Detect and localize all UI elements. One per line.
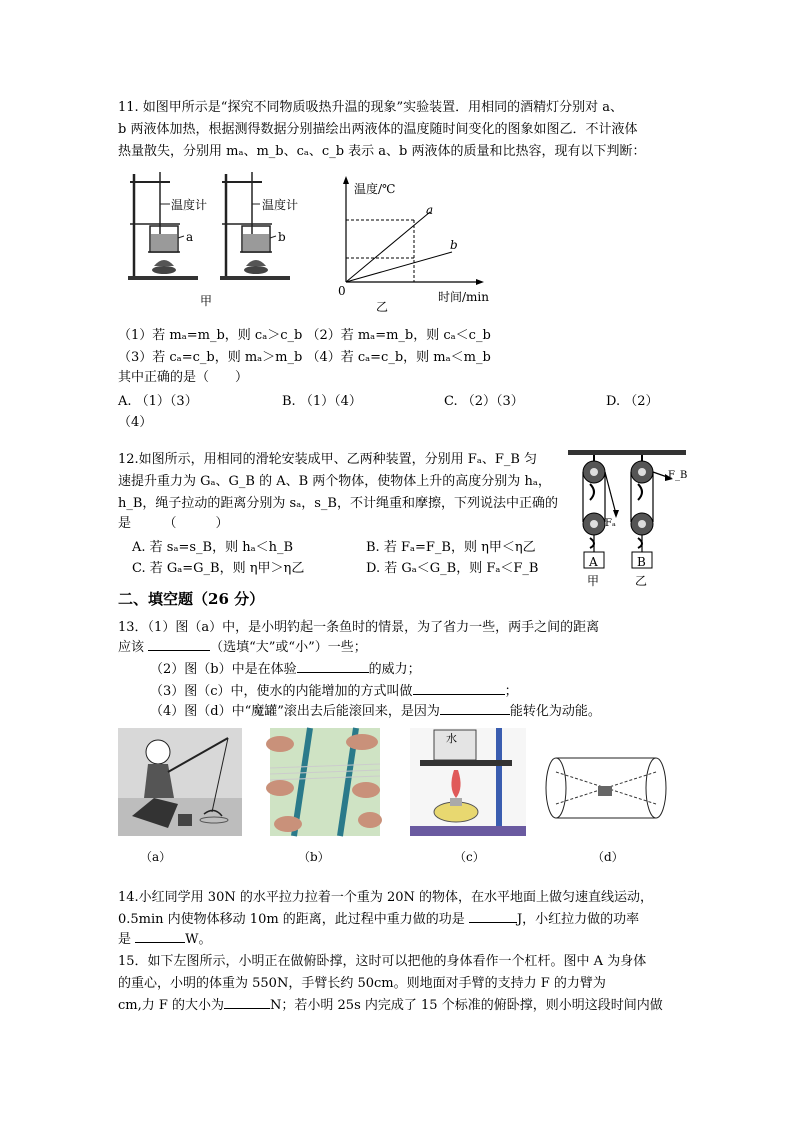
- q11-choice-b: B. （1）（4）: [282, 394, 362, 409]
- q14-line2: 0.5min 内使物体移动 10m 的距离，此过程中重力做的功是 J，小红拉力做的功率: [118, 912, 640, 927]
- q12-choice-d: D. 若 Gₐ＜G_B，则 Fₐ＜F_B: [366, 561, 539, 576]
- q12-fb-label: F_B: [668, 470, 688, 481]
- q11-figure-jia-caption: 甲: [200, 294, 213, 308]
- q13-water-label: 水: [446, 732, 457, 745]
- q11-graph-xlabel: 时间/min: [438, 290, 489, 304]
- q12-choice-a: A. 若 sₐ=s_B，则 hₐ＜h_B: [132, 540, 294, 555]
- q11-choice-d-cont: （4）: [118, 415, 153, 430]
- q13-line4: （3）图（c）中，使水的内能增加的方式叫做 ；: [150, 684, 518, 699]
- q11-line3: 热量散失，分别用 mₐ、m_b、cₐ、c_b 表示 a、b 两液体的质量和比热容，现有以下判断：: [118, 144, 646, 159]
- q13-caption-d: （d）: [592, 850, 624, 864]
- q11-line2: b 两液体加热，根据测得数据分别描绘出两液体的温度随时间变化的图象如图乙．不计液体: [118, 122, 638, 137]
- q13-image-a-fishing: [118, 728, 242, 836]
- q11-options-1-2: （1）若 mₐ=m_b，则 cₐ＞c_b （2）若 mₐ=m_b，则 cₐ＜c_b: [118, 328, 491, 343]
- q15-line1: 15．如下左图所示，小明正在做俯卧撑，这时可以把他的身体看作一个杠杆。图中 A 为身体: [118, 954, 647, 969]
- q13-line5: （4）图（d）中“魔罐”滚出去后能滚回来，是因为 能转化为动能。: [150, 704, 601, 719]
- q13-blank-2[interactable]: [297, 672, 369, 673]
- q11-graph-line-b-label: b: [450, 238, 458, 252]
- q11-line1: 11. 如图甲所示是“探究不同物质吸热升温的现象”实验装置．用相同的酒精灯分别对 a、: [118, 100, 623, 115]
- q13-caption-a: （a）: [140, 850, 172, 864]
- q11-liquid-a-label: a: [186, 230, 194, 244]
- q13-image-d-magic-can: [546, 752, 666, 824]
- q15-line2: 的重心，小明的体重为 550N，手臂长约 50cm。则地面对手臂的支持力 F 的力臂为: [118, 976, 606, 991]
- q11-figure-yi-caption: 乙: [376, 300, 389, 314]
- q14-blank-1[interactable]: [469, 922, 517, 923]
- q13-blank-1[interactable]: [148, 650, 210, 651]
- q11-options-3-4: （3）若 cₐ=c_b，则 mₐ＞m_b （4）若 cₐ=c_b，则 mₐ＜m_b: [118, 350, 491, 365]
- q13-image-c-heating: [410, 728, 526, 836]
- q11-thermometer-label-1: 温度计: [171, 198, 208, 212]
- q13-caption-b: （b）: [298, 850, 330, 864]
- q12-choice-b: B. 若 Fₐ=F_B，则 η甲＜η乙: [366, 540, 536, 555]
- q11-prompt: 其中正确的是（ ）: [118, 370, 249, 385]
- q13-image-b-rope: [270, 728, 380, 836]
- q12-line4: 是 （ ）: [118, 516, 229, 531]
- q12-choice-c: C. 若 Gₐ=G_B，则 η甲＞η乙: [132, 561, 305, 576]
- q14-line1: 14.小红同学用 30N 的水平拉力拉着一个重为 20N 的物体，在水平地面上做匀速直线运动，: [118, 890, 654, 905]
- q13-line1: 13．（1）图（a）中，是小明钓起一条鱼时的情景，为了省力一些，两手之间的距离: [118, 620, 600, 635]
- q11-apparatus-figure: [120, 168, 320, 313]
- q12-pulley-figure: [566, 448, 690, 588]
- q12-box-a-label: A: [589, 555, 598, 569]
- q11-graph-ylabel: 温度/℃: [354, 182, 396, 196]
- q12-fa-label: Fₐ: [605, 518, 616, 529]
- q12-box-b-label: B: [637, 555, 646, 569]
- q12-line1: 12.如图所示，用相同的滑轮安装成甲、乙两种装置，分别用 Fₐ、F_B 匀: [118, 452, 538, 467]
- q12-line2: 速提升重力为 Gₐ、G_B 的 A、B 两个物体，使物体上升的高度分别为 hₐ，: [118, 474, 551, 489]
- q13-line3: （2）图（b）中是在体验 的威力；: [150, 662, 421, 677]
- q13-line2: 应该 （选填“大”或“小”）一些；: [118, 640, 367, 655]
- q11-thermometer-label-2: 温度计: [262, 198, 299, 212]
- q12-caption-jia: 甲: [587, 574, 600, 588]
- q13-blank-4[interactable]: [440, 714, 510, 715]
- q12-line3: h_B，绳子拉动的距离分别为 sₐ，s_B，不计绳重和摩擦，下列说法中正确的: [118, 496, 558, 511]
- q13-caption-c: （c）: [454, 850, 485, 864]
- q11-line-a: [346, 212, 430, 282]
- q14-blank-2[interactable]: [135, 942, 185, 943]
- q12-caption-yi: 乙: [635, 574, 648, 588]
- q11-choice-a: A. （1）（3）: [118, 394, 198, 409]
- q11-choice-c: C. （2）（3）: [444, 394, 524, 409]
- q11-line-b: [346, 252, 452, 282]
- q11-graph-origin: 0: [338, 284, 346, 298]
- q11-choice-d: D. （2）: [606, 394, 659, 409]
- section-fill-blank-title: 二、填空题（26 分）: [118, 590, 265, 608]
- q14-line3: 是 W。: [118, 932, 212, 947]
- q11-liquid-b-label: b: [278, 230, 286, 244]
- q13-blank-3[interactable]: [413, 694, 505, 695]
- q15-blank-1[interactable]: [224, 1008, 270, 1009]
- q11-graph-line-a-label: a: [426, 203, 434, 217]
- q15-line3: cm,力 F 的大小为 N；若小明 25s 内完成了 15 个标准的俯卧撑，则小明这段时间内做: [118, 998, 663, 1013]
